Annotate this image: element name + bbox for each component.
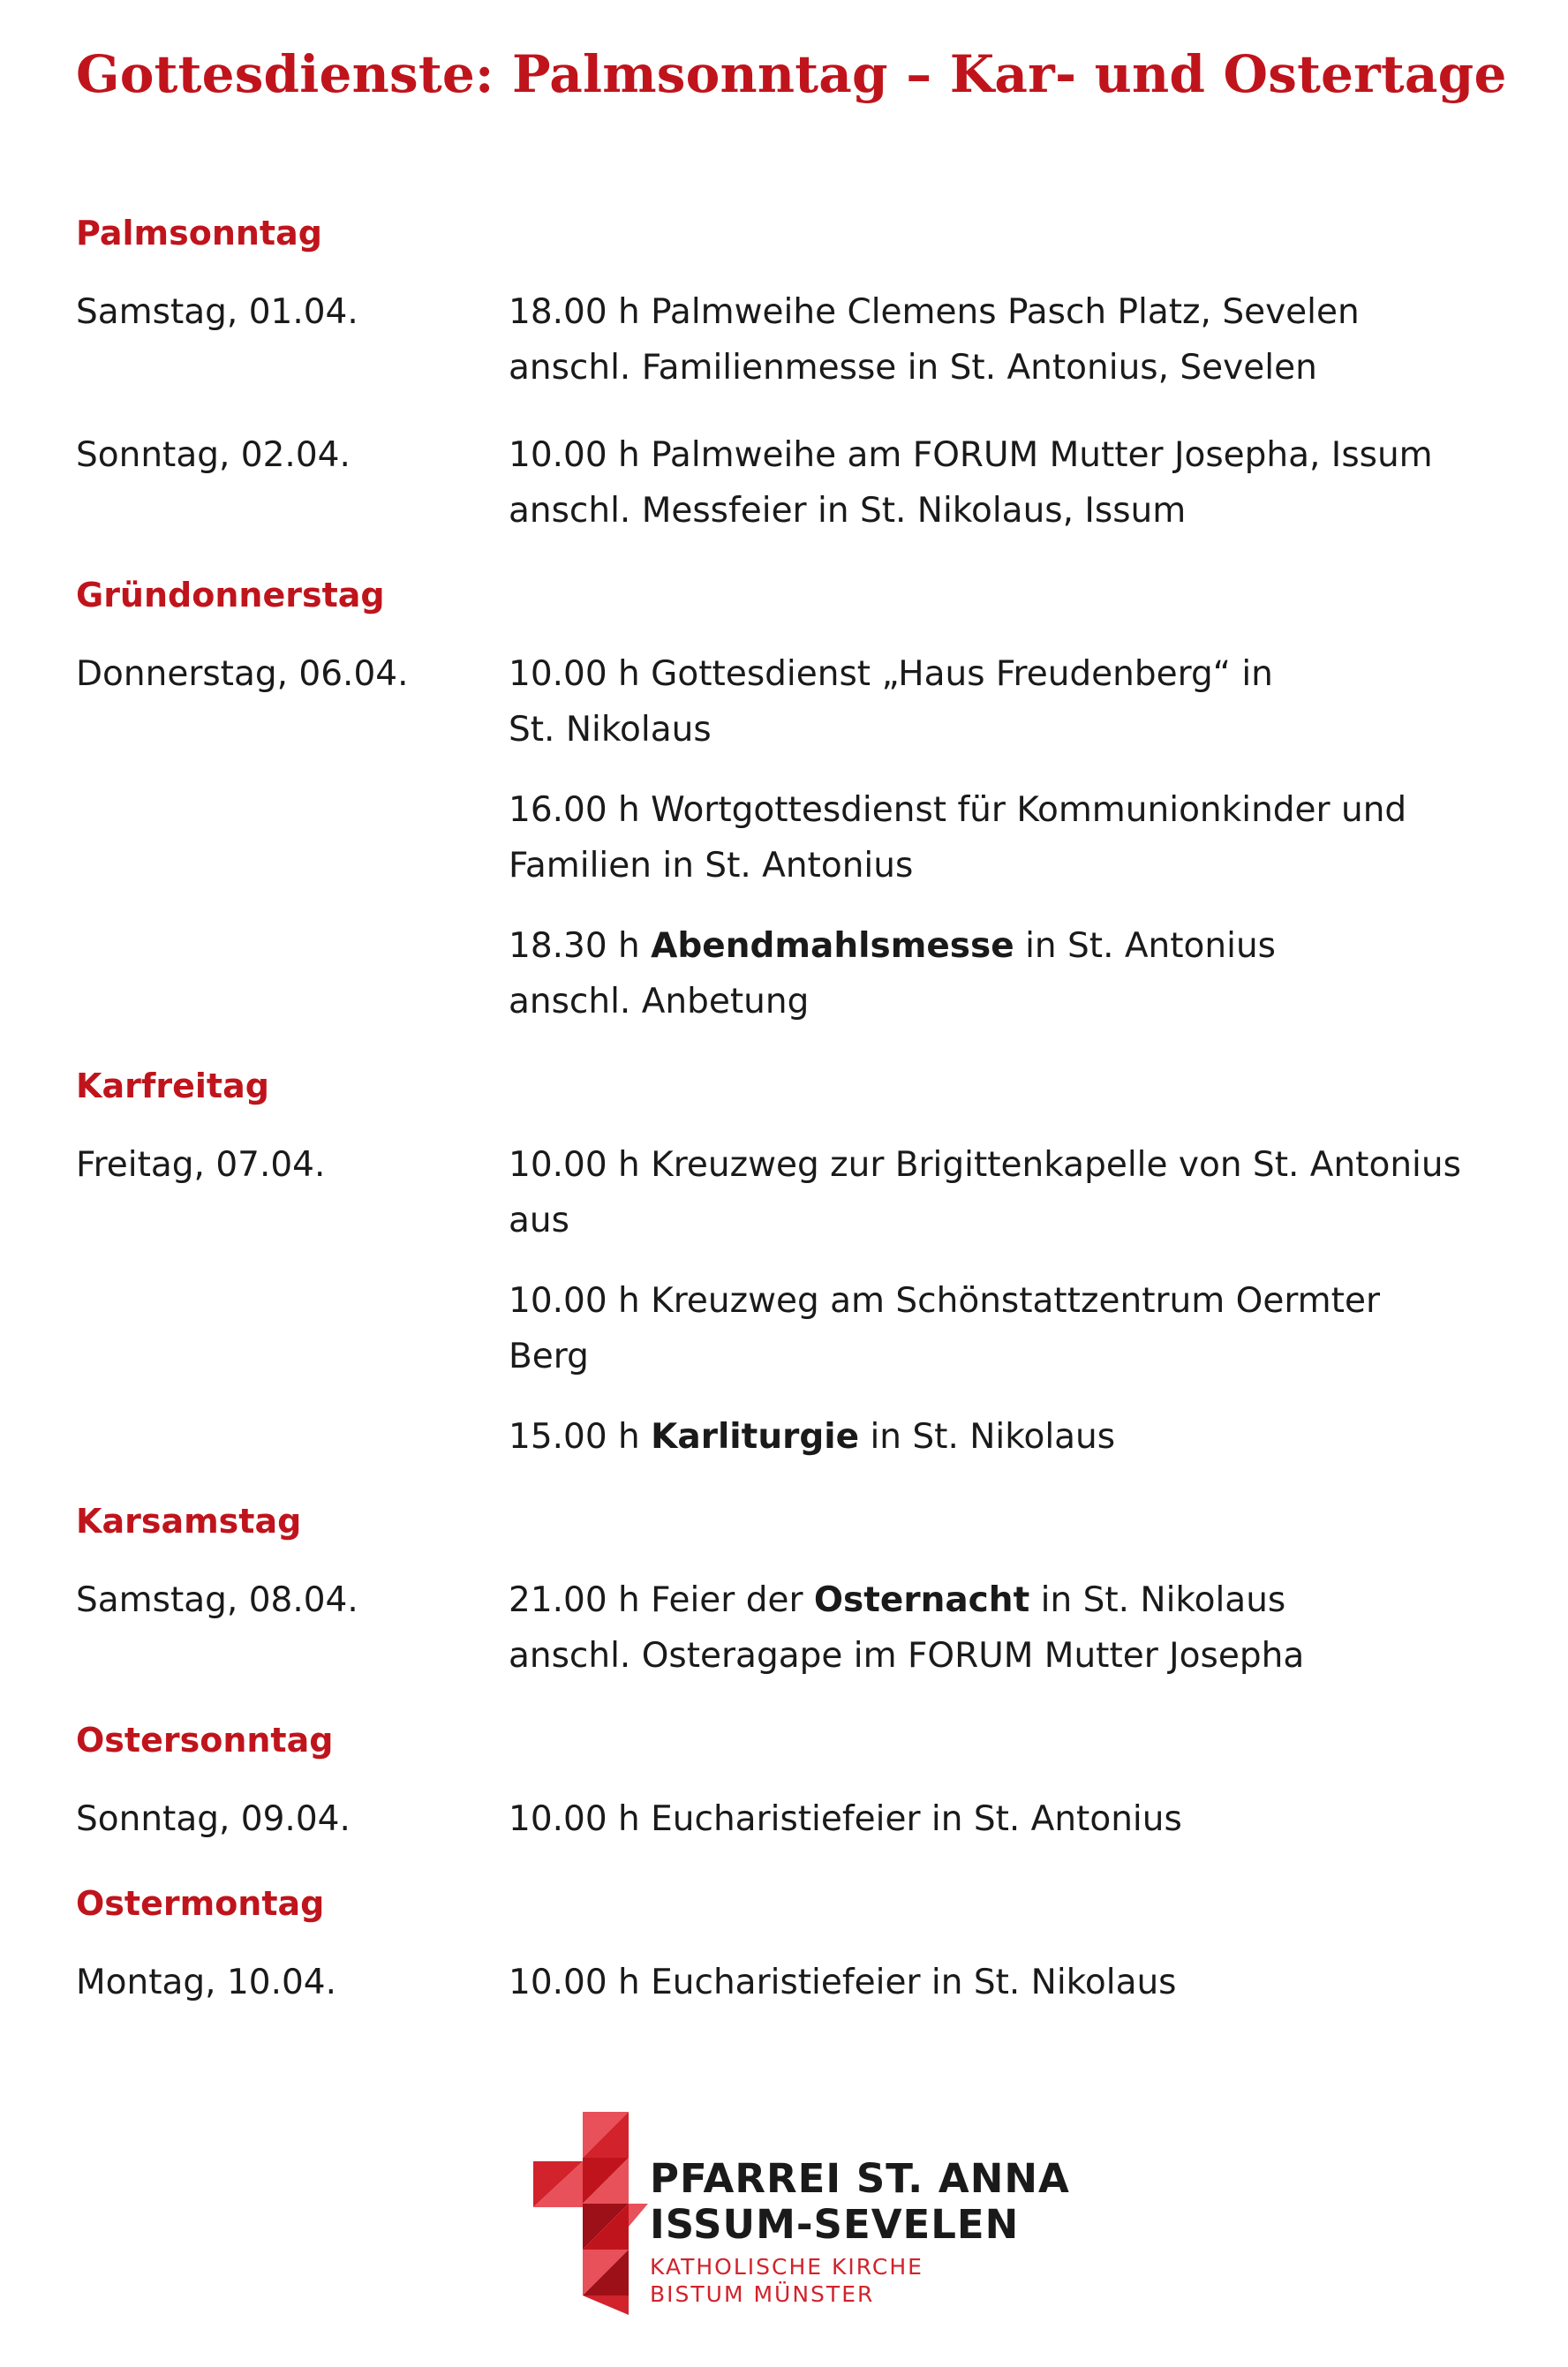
event-entry (509, 1791, 1506, 1847)
event-text: 21.00 h Feier der (509, 1580, 814, 1620)
day-label: Samstag, 01.04. (76, 292, 358, 332)
section-heading: Gründonnerstag (76, 576, 385, 614)
event-entry (509, 1572, 1506, 1684)
event-text: 15.00 h (509, 1417, 652, 1457)
event-entry (509, 918, 1506, 1029)
event-line: 10.00 h Gottesdienst „Haus Freudenberg“ in (509, 654, 1273, 694)
day-row (76, 1572, 1506, 1684)
event-line: 10.00 h Eucharistiefeier in St. Nikolaus (509, 1963, 1177, 2002)
event-line: 16.00 h Wortgottesdienst für Kommunionkinder und (509, 790, 1407, 830)
event-text: in St. Nikolaus (859, 1417, 1116, 1457)
event-title-bold: Karliturgie (651, 1417, 860, 1457)
event-entry (509, 782, 1506, 893)
event-entry (509, 427, 1506, 539)
event-list (509, 1955, 1506, 2010)
event-line: 18.00 h Palmweihe Clemens Pasch Platz, Sevelen (509, 292, 1360, 332)
event-entry (509, 646, 1506, 758)
day-row (76, 1137, 1506, 1465)
event-line: Familien in St. Antonius (509, 846, 914, 886)
event-line: anschl. Osteragape im FORUM Mutter Josepha (509, 1636, 1305, 1676)
event-entry (509, 1409, 1506, 1465)
event-line: 10.00 h Eucharistiefeier in St. Antonius (509, 1799, 1182, 1839)
event-line (509, 1572, 1506, 1628)
day-row (76, 284, 1506, 396)
logo-parish-name: PFARREI ST. ANNA (650, 2155, 1070, 2202)
event-list (509, 646, 1506, 1029)
day-label: Samstag, 08.04. (76, 1580, 358, 1620)
day-label: Montag, 10.04. (76, 1963, 337, 2002)
event-line: anschl. Anbetung (509, 982, 810, 1021)
event-list (509, 427, 1506, 539)
event-line (509, 1409, 1506, 1465)
event-line (509, 918, 1506, 974)
day-label: Donnerstag, 06.04. (76, 654, 409, 694)
event-line: Berg (509, 1337, 589, 1376)
section-heading: Ostermontag (76, 1884, 325, 1923)
event-title-bold: Osternacht (813, 1580, 1030, 1620)
event-entry (509, 1955, 1506, 2010)
day-label: Sonntag, 02.04. (76, 435, 351, 475)
event-list (509, 1791, 1506, 1847)
day-label: Sonntag, 09.04. (76, 1799, 351, 1839)
section-heading: Ostersonntag (76, 1721, 334, 1760)
cross-logo-icon (533, 2112, 648, 2315)
day-row (76, 1955, 1506, 2010)
event-line: St. Nikolaus (509, 710, 712, 750)
event-line: 10.00 h Kreuzweg am Schönstattzentrum Oermter (509, 1281, 1380, 1321)
event-line: 10.00 h Palmweihe am FORUM Mutter Josepha, Issum (509, 435, 1433, 475)
logo-church: KATHOLISCHE KIRCHE (650, 2254, 923, 2280)
event-list (509, 1137, 1506, 1465)
section-heading: Palmsonntag (76, 214, 322, 253)
logo-parish-location: ISSUM-SEVELEN (650, 2201, 1020, 2248)
logo-diocese: BISTUM MÜNSTER (650, 2281, 875, 2307)
event-text: in St. Nikolaus (1029, 1580, 1286, 1620)
event-line: aus (509, 1201, 569, 1240)
day-row (76, 1791, 1506, 1847)
day-label: Freitag, 07.04. (76, 1145, 326, 1185)
event-list (509, 1572, 1506, 1684)
day-row (76, 646, 1506, 1029)
page-title: Gottesdienste: Palmsonntag – Kar- und Ostertage (76, 44, 1507, 104)
event-entry (509, 284, 1506, 396)
event-line: 10.00 h Kreuzweg zur Brigittenkapelle von St. Antonius (509, 1145, 1461, 1185)
section-heading: Karsamstag (76, 1502, 302, 1541)
event-text: 18.30 h (509, 926, 652, 966)
event-entry (509, 1273, 1506, 1384)
schedule (76, 208, 1506, 2042)
section-heading: Karfreitag (76, 1067, 269, 1105)
event-title-bold: Abendmahlsmesse (651, 926, 1014, 966)
parish-logo (533, 2112, 1081, 2315)
event-entry (509, 1137, 1506, 1248)
event-line: anschl. Familienmesse in St. Antonius, Sevelen (509, 348, 1317, 388)
event-list (509, 284, 1506, 396)
event-text: in St. Antonius (1014, 926, 1276, 966)
day-row (76, 427, 1506, 539)
event-line: anschl. Messfeier in St. Nikolaus, Issum (509, 491, 1187, 531)
